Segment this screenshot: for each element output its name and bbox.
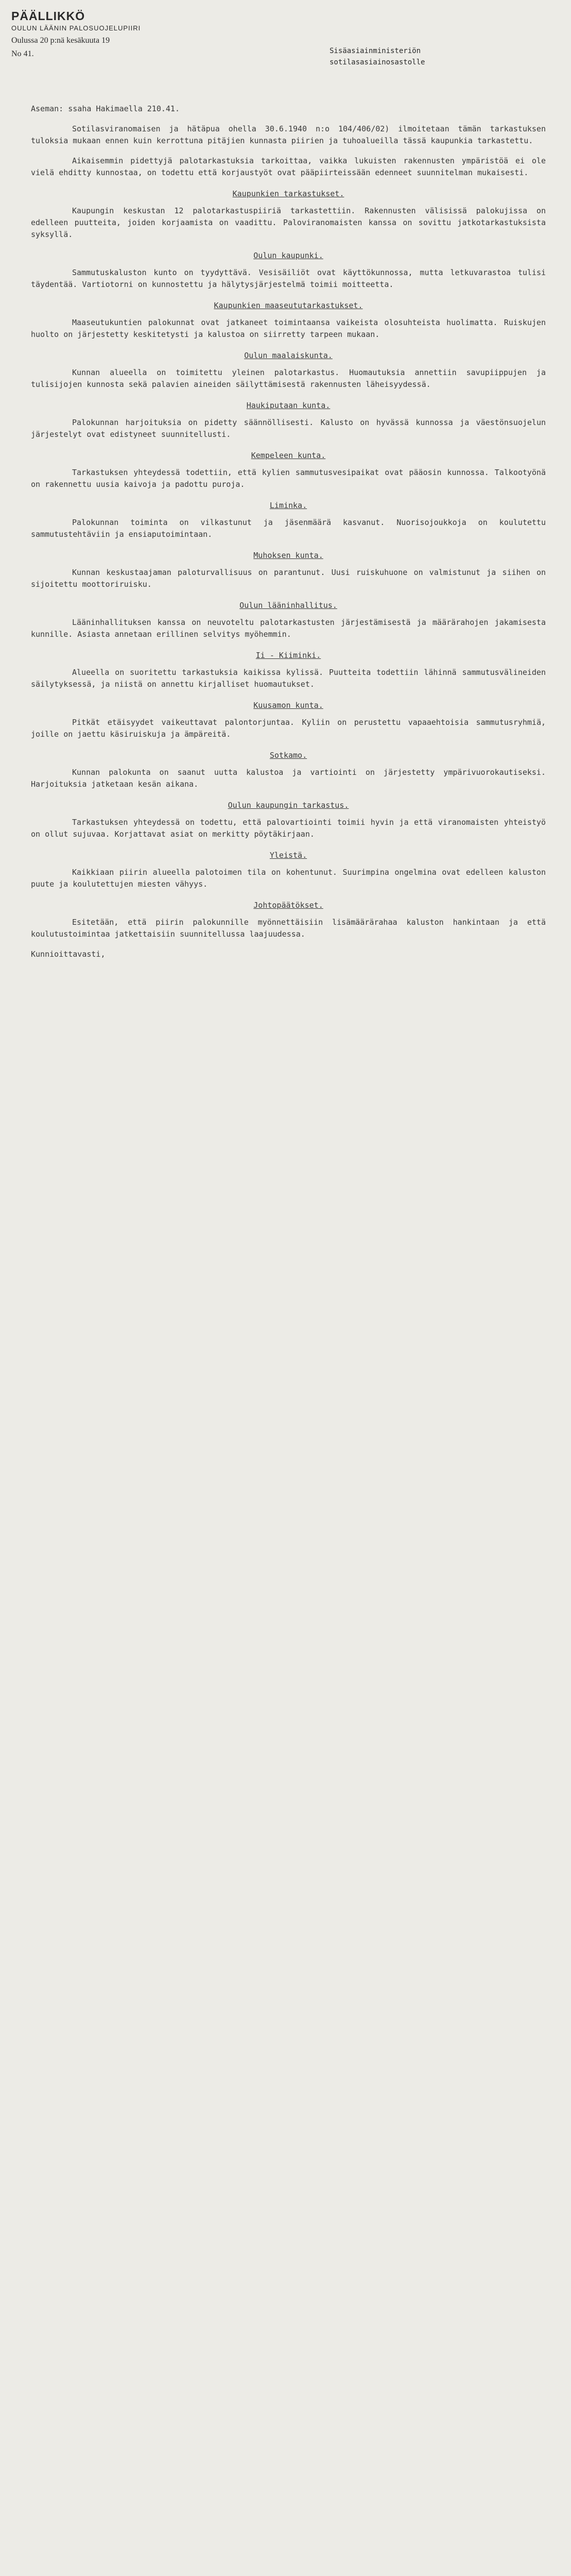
paragraph: Aikaisemmin pidettyjä palotarkastuksia tarkoittaa, vaikka lukuisten rakennusten ympäristöä ei ole vielä ehditty kunnostaa, on todettu että korjaustyöt ovat pääpiirteissään edenneet suunnitelman mukaisesti.	[31, 156, 546, 177]
letterhead-subtitle: OULUN LÄÄNIN PALOSUOJELUPIIRI	[11, 24, 141, 32]
section-heading: Haukiputaan kunta.	[246, 401, 331, 410]
number-label: No	[11, 49, 22, 58]
section-heading: Oulun lääninhallitus.	[239, 601, 337, 610]
letterhead-title: PÄÄLLIKKÖ	[11, 9, 85, 23]
section-heading: Yleistä.	[269, 851, 307, 860]
section-text: Kunnan palokunta on saanut uutta kalustoa ja vartiointi on järjestetty ympärivuorokautiseksi. Harjoituksia jatketaan kesän aikana.	[31, 768, 546, 789]
date-value: 20 p:nä kesäkuuta 19	[40, 36, 110, 45]
section-text: Lääninhallituksen kanssa on neuvoteltu palotarkastusten järjestämisestä ja määrärahojen jakamisesta kunnille. Asiasta annetaan erillinen selvitys myöhemmin.	[31, 618, 546, 639]
recipient	[330, 45, 425, 68]
section-heading: Kempeleen kunta.	[251, 451, 326, 460]
section-text: Sammutuskaluston kunto on tyydyttävä. Vesisäiliöt ovat käyttökunnossa, mutta letkuvarastoa tulisi täydentää. Vartiotorni on kunnostettu ja hälytysjärjestelmä toimii moitteetta.	[31, 268, 546, 289]
section-heading: Kaupunkien tarkastukset.	[232, 189, 344, 198]
section-text: Kunnan keskustaajaman paloturvallisuus on parantunut. Uusi ruiskuhuone on valmistunut ja siihen on sijoitettu moottoriruisku.	[31, 568, 546, 589]
section-text: Kaikkiaan piirin alueella palotoimen tila on kohentunut. Suurimpina ongelmina ovat edelleen kaluston puute ja koulutettujen miesten vähyys.	[31, 868, 546, 889]
section-heading: Sotkamo.	[269, 751, 307, 760]
section-heading: Oulun kaupunki.	[253, 251, 323, 260]
section-heading: Oulun maalaiskunta.	[244, 351, 333, 360]
section-text: Esitetään, että piirin palokunnille myönnettäisiin lisämäärärahaa kaluston hankintaan ja että koulutustoimintaa jatkettaisiin suunnitellussa laajuudessa.	[31, 918, 546, 939]
recipient-line-1: Sisäasiainministeriön	[330, 47, 421, 55]
section-text: Kaupungin keskustan 12 palotarkastuspiiriä tarkastettiin. Rakennusten välisissä palokujissa on edelleen puutteita, joiden korjaamista on vaadittu. Paloviranomaisten kanssa on sovittu jatkotarkastuksista syksyllä.	[31, 206, 546, 239]
section-heading: Ii - Kiiminki.	[255, 651, 321, 660]
section-heading: Kaupunkien maaseututarkastukset.	[214, 301, 363, 310]
section-text: Pitkät etäisyydet vaikeuttavat palontorjuntaa. Kyliin on perustettu vapaaehtoisia sammutusryhmiä, joille on jaettu käsiruiskuja ja ämpäreitä.	[31, 718, 546, 739]
section-heading: Liminka.	[269, 501, 307, 510]
place-label: Oulussa	[11, 36, 38, 45]
section-text: Alueella on suoritettu tarkastuksia kaikissa kylissä. Puutteita todettiin lähinnä sammutusvälineiden säilytyksessä, ja niistä on annettu kirjalliset huomautukset.	[31, 668, 546, 689]
address-line: Aseman: ssaha Hakimaella 210.41.	[31, 104, 180, 113]
section-heading: Kuusamon kunta.	[253, 701, 323, 710]
section-heading: Muhoksen kunta.	[253, 551, 323, 560]
section-heading: Johtopäätökset.	[253, 901, 323, 910]
section-text: Palokunnan toiminta on vilkastunut ja jäsenmäärä kasvanut. Nuorisojoukkoja on koulutettu sammutustehtäviin ja ensiaputoimintaan.	[31, 518, 546, 539]
section-text: Palokunnan harjoituksia on pidetty säännöllisesti. Kalusto on hyvässä kunnossa ja väestönsuojelun järjestelyt ovat edistyneet suunnitellusti.	[31, 418, 546, 439]
number-value: 41.	[23, 49, 34, 58]
closing-line: Kunnioittavasti,	[31, 950, 106, 959]
section-text: Tarkastuksen yhteydessä todettiin, että kylien sammutusvesipaikat ovat pääosin kunnossa. Talkootyönä on rakennettu uusia kaivoja ja padottu puroja.	[31, 468, 546, 489]
number-line	[11, 49, 166, 59]
section-text: Tarkastuksen yhteydessä on todettu, että palovartiointi toimii hyvin ja että viranomaisten yhteistyö on ollut sujuvaa. Korjattavat asiat on merkitty pöytäkirjaan.	[31, 818, 546, 839]
letterhead	[11, 9, 166, 59]
section-heading: Oulun kaupungin tarkastus.	[228, 801, 349, 810]
recipient-line-2: sotilasasiainosastolle	[330, 58, 425, 66]
section-text: Maaseutukuntien palokunnat ovat jatkaneet toimintaansa vaikeista olosuhteista huolimatta. Ruiskujen huolto on järjestetty keskitetysti ja kalustoa on siirretty tarpeen mukaan.	[31, 318, 546, 339]
paragraph: Sotilasviranomaisen ja hätäpua ohella 30.6.1940 n:o 104/406/02) ilmoitetaan tämän tarkastuksen tuloksia mukaan ennen kuin kerrottuna pitäjien kunnasta piirien ja tuhoalueilla tässä kaupunkia tarkastettu.	[31, 124, 546, 145]
section-text: Kunnan alueella on toimitettu yleinen palotarkastus. Huomautuksia annettiin savupiippujen ja tulisijojen kunnosta sekä palavien aineiden säilyttämisestä rakennusten läheisyydessä.	[31, 368, 546, 389]
place-date-line	[11, 36, 166, 45]
document-body	[31, 103, 546, 969]
